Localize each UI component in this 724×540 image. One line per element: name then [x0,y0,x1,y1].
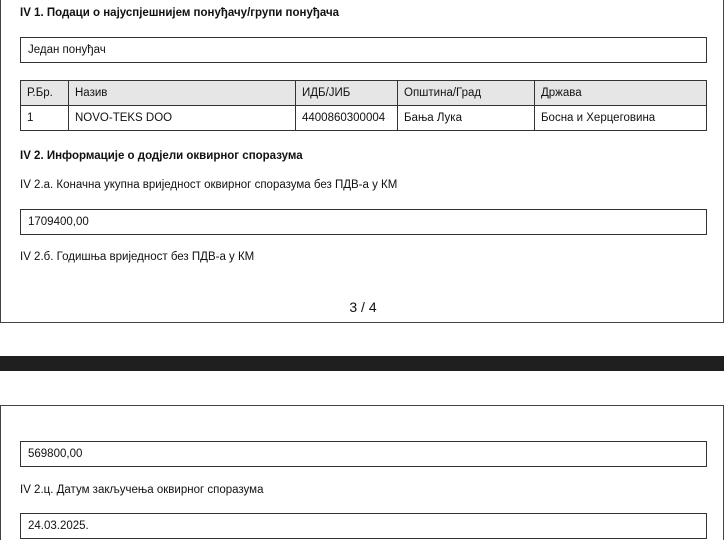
table-cell: NOVO-TEKS DOO [69,106,296,131]
table-cell: 4400860300004 [296,106,398,131]
column-header: Р.Бр. [21,81,69,106]
iv2a-value-field: 1709400,00 [20,209,707,235]
iv2b-label: IV 2.б. Годишња вриједност без ПДВ-а у КМ [20,251,255,263]
page-number: 3 / 4 [349,299,377,315]
bidder-type-field: Један понуђач [20,37,707,63]
iv2b-value-field: 569800,00 [20,441,707,467]
section-iv2-title: IV 2. Информације о додјели оквирног споразума [20,150,303,162]
column-header: Општина/Град [398,81,535,106]
table-cell: Босна и Херцеговина [535,106,707,131]
table-cell: Бања Лука [398,106,535,131]
iv2a-label: IV 2.а. Коначна укупна вриједност оквирног споразума без ПДВ-а у КМ [20,179,398,191]
page-divider-bar [0,356,724,371]
iv2c-value-field: 24.03.2025. [20,513,707,539]
bidder-table [20,80,707,131]
section-iv1-title: IV 1. Подаци о најуспјешнијем понуђачу/групи понуђача [20,7,340,19]
iv2c-label: IV 2.ц. Датум закључења оквирног споразума [20,484,264,496]
column-header: Држава [535,81,707,106]
page-separator [0,323,724,405]
column-header: Назив [69,81,296,106]
table-row [21,106,707,131]
table-cell: 1 [21,106,69,131]
column-header: ИДБ/ЈИБ [296,81,398,106]
document-page-4 [0,405,724,540]
table-header-row [21,81,707,106]
